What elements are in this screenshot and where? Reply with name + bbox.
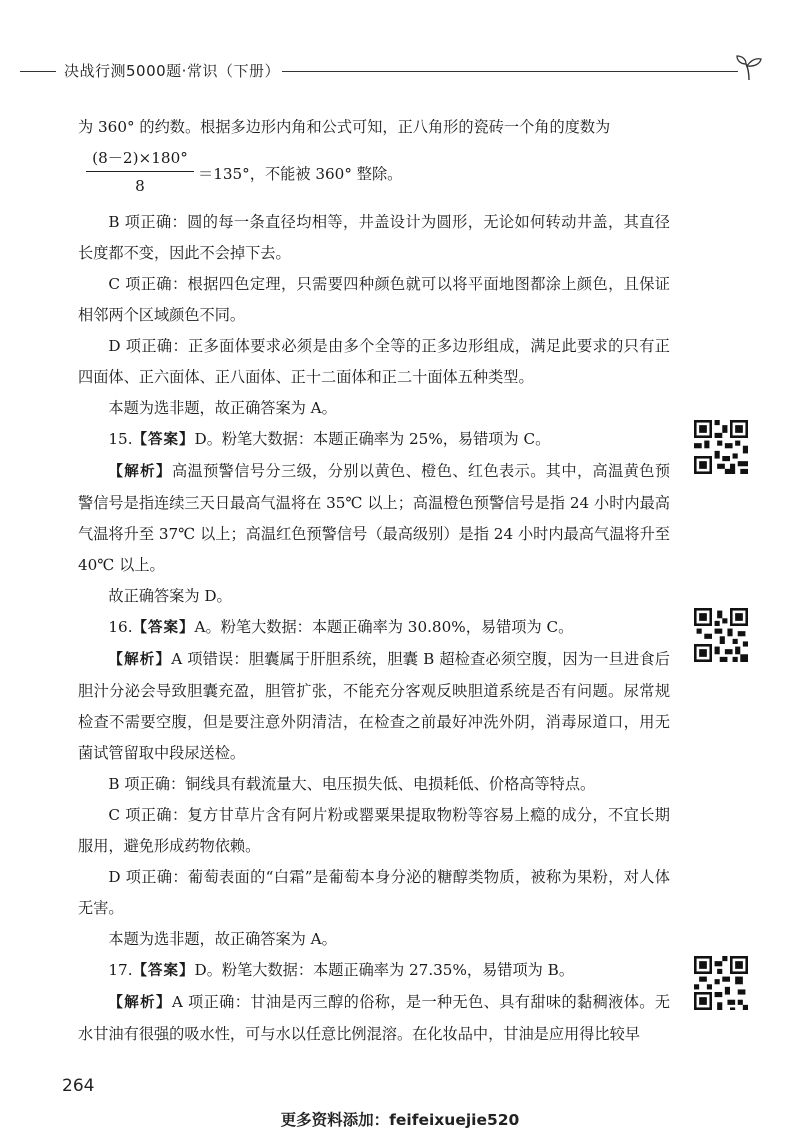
answer-line <box>78 612 670 644</box>
paragraph: B 项正确：铜线具有载流量大、电压损失低、电损耗低、价格高等特点。 <box>108 775 596 793</box>
paragraph: D 项正确：葡萄表面的“白霜”是葡萄本身分泌的糖醇类物质，被称为果粉，对人体无害。 <box>78 868 670 917</box>
page-number: 264 <box>62 1076 95 1096</box>
question-number: 16. <box>108 618 133 636</box>
analysis-text: A 项正确：甘油是丙三醇的俗称，是一种无色、具有甜味的黏稠液体。无水甘油有很强的吸水性，可与水以任意比例混溶。在化妆品中，甘油是应用得比较早 <box>78 993 671 1043</box>
analysis-text: A 项错误：胆囊属于肝胆系统，胆囊 B 超检查必须空腹，因为一旦进食后胆汁分泌会导致胆囊充盈，胆管扩张，不能充分客观反映胆道系统是否有问题。尿常规检查不需要空腹，但是要注意外阴清洁，在检查之前最好冲洗外阴，消毒尿道口，用无菌试管留取中段尿送检。 <box>78 650 670 762</box>
analysis-tag: 【解析】 <box>108 995 172 1011</box>
paragraph: C 项正确：根据四色定理，只需要四种颜色就可以将平面地图都涂上颜色，且保证相邻两个区域颜色不同。 <box>78 275 670 324</box>
formula-line <box>78 145 670 207</box>
page-body <box>78 112 670 1050</box>
fraction-numerator: (8－2)×180° <box>86 145 194 172</box>
answer-line <box>78 955 670 987</box>
book-title: 决战行测5000题·常识（下册） <box>64 62 280 80</box>
sprout-icon <box>734 52 764 82</box>
qr-code-icon[interactable] <box>694 420 748 474</box>
analysis-paragraph <box>78 456 670 581</box>
paragraph: C 项正确：复方甘草片含有阿片粉或罂粟果提取物粉等容易上瘾的成分，不宜长期服用，避免形成药物依赖。 <box>78 806 670 855</box>
running-header <box>20 52 760 96</box>
qr-code-icon[interactable] <box>694 956 748 1010</box>
header-rule-left <box>20 71 56 72</box>
answer-text: D。粉笔大数据：本题正确率为 25%，易错项为 C。 <box>194 430 551 448</box>
analysis-text: 高温预警信号分三级，分别以黄色、橙色、红色表示。其中，高温黄色预警信号是指连续三天日最高气温将在 35℃ 以上；高温橙色预警信号是指 24 小时内最高气温将升至 37℃ 以上；高温红色预警信号（最高级别）是指 24 小时内最高气温将升至 40℃ 以上。 <box>78 462 671 574</box>
paragraph: 本题为选非题，故正确答案为 A。 <box>108 399 337 417</box>
analysis-paragraph <box>78 644 670 769</box>
question-number: 15. <box>108 430 133 448</box>
formula-result: ＝135°，不能被 360° 整除。 <box>198 165 403 183</box>
answer-text: A。粉笔大数据：本题正确率为 30.80%，易错项为 C。 <box>194 618 574 636</box>
paragraph: 故正确答案为 D。 <box>108 587 232 605</box>
header-rule-right <box>282 71 738 72</box>
fraction <box>86 145 194 200</box>
paragraph: B 项正确：圆的每一条直径均相等，井盖设计为圆形，无论如何转动井盖，其直径长度都不变，因此不会掉下去。 <box>78 213 670 262</box>
answer-tag: 【答案】 <box>132 963 195 979</box>
paragraph: D 项正确：正多面体要求必须是由多个全等的正多边形组成，满足此要求的只有正四面体、正六面体、正八面体、正十二面体和正二十面体五种类型。 <box>78 337 670 386</box>
analysis-paragraph <box>78 987 670 1050</box>
answer-text: D。粉笔大数据：本题正确率为 27.35%，易错项为 B。 <box>194 961 575 979</box>
fraction-denominator: 8 <box>135 177 145 195</box>
answer-tag: 【答案】 <box>132 432 195 448</box>
qr-code-icon[interactable] <box>694 608 748 662</box>
paragraph: 本题为选非题，故正确答案为 A。 <box>108 930 337 948</box>
footer-note: 更多资料添加：feifeixuejie520 <box>280 1111 520 1129</box>
paragraph: 为 360° 的约数。根据多边形内角和公式可知，正八角形的瓷砖一个角的度数为 <box>78 118 611 136</box>
analysis-tag: 【解析】 <box>108 652 172 668</box>
answer-line <box>78 424 670 456</box>
answer-tag: 【答案】 <box>132 620 195 636</box>
question-number: 17. <box>108 961 133 979</box>
analysis-tag: 【解析】 <box>108 464 172 480</box>
